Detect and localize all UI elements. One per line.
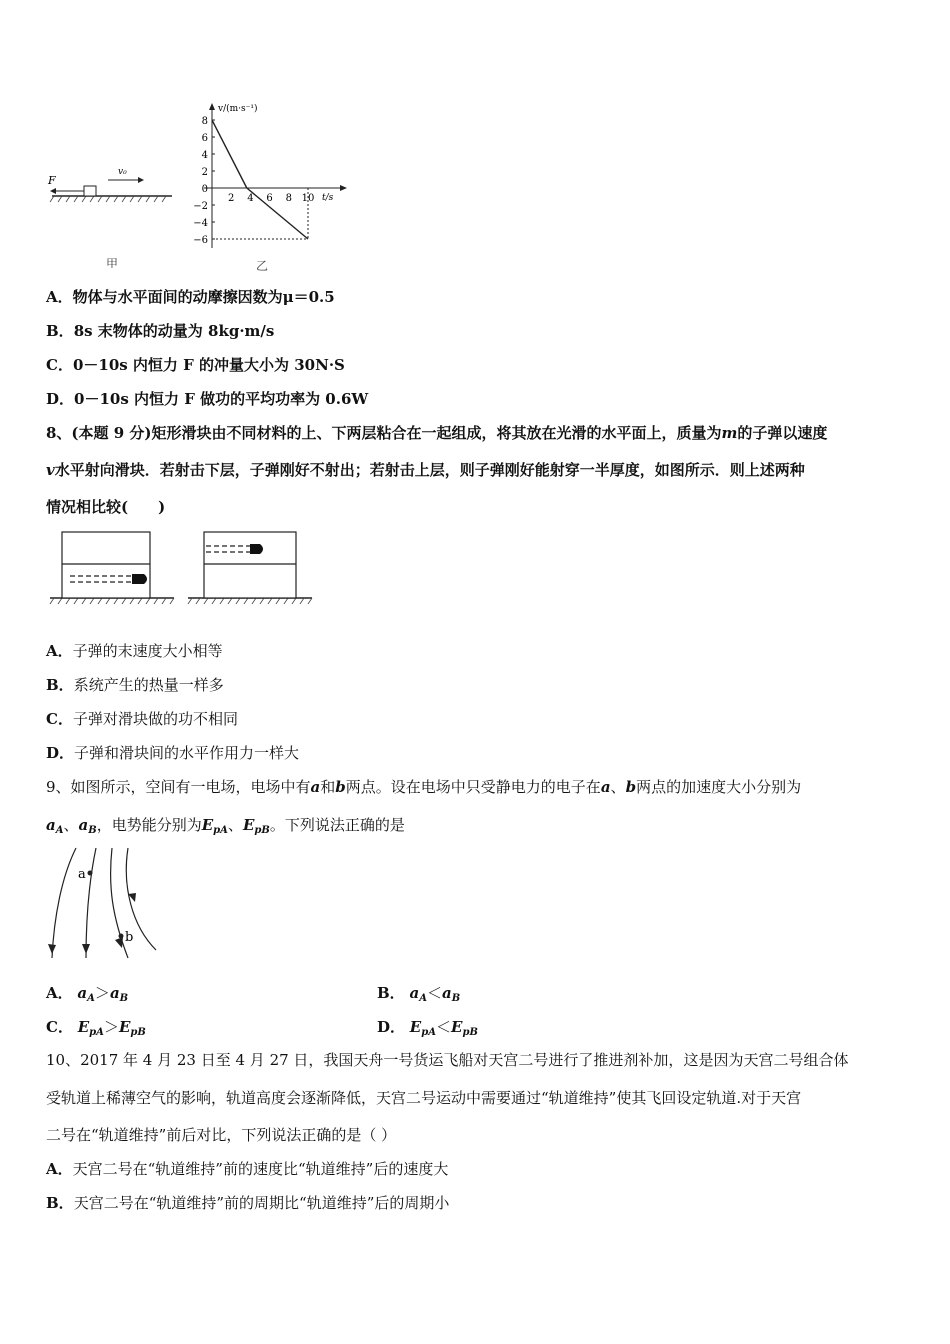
option-label: A．: [46, 288, 73, 306]
q8-stem-line1: 8、(本题 9 分)矩形滑块由不同材料的上、下两层粘合在一起组成，将其放在光滑的水平面上，质量为m的子弹以速度: [46, 424, 828, 442]
q9-option-a: A． $a_A>a_B$: [46, 984, 129, 1004]
y-tick-label: −6: [193, 235, 208, 246]
y-tick-label: 6: [201, 133, 208, 144]
option-text: 0－10s 内恒力 F 的冲量大小为 30N·S: [72, 356, 345, 374]
segment-reverse: [247, 188, 308, 239]
y-tick-label: 4: [201, 150, 208, 161]
q7-option-a: [46, 287, 335, 307]
y-tick-label: 2: [201, 167, 208, 178]
q8-option-d: D．子弹和滑块间的水平作用力一样大: [46, 744, 300, 762]
q7-option-c: [46, 355, 345, 375]
q7-option-b: [46, 321, 274, 341]
y-tick-label: −4: [193, 218, 208, 229]
figure-jia: [44, 158, 174, 268]
option-text: 物体与水平面间的动摩擦因数为μ＝0.5: [72, 288, 335, 306]
option-label: C．: [46, 356, 73, 374]
q10-stem-line1: 10、2017 年 4 月 23 日至 4 月 27 日，我国天舟一号货运飞船对天宫二号进行了推进剂补加，这是因为天宫二号组合体: [46, 1051, 849, 1069]
x-tick-label: 6: [266, 193, 273, 204]
q8-stem-line2: v水平射向滑块．若射击下层，子弹刚好不射出；若射击上层，则子弹刚好能射穿一半厚度，如图所示．则上述两种: [46, 461, 805, 479]
q9-stem-line2: $a_A$、$a_B$，电势能分别为$E_{pA}$、$E_{pB}$。下列说法正确的是: [46, 816, 405, 836]
option-label: B．: [46, 322, 74, 340]
q8-option-a: A．子弹的末速度大小相等: [46, 642, 223, 660]
q9-option-c: C． $E_{pA}>E_{pB}$: [46, 1018, 146, 1038]
q7-option-d: [46, 389, 368, 409]
q9-option-d: D． $E_{pA}<E_{pB}$: [377, 1018, 478, 1038]
x-tick-label: 2: [228, 193, 235, 204]
x-tick-label: 10: [301, 193, 315, 204]
figure-field-lines: [44, 846, 164, 962]
q8-option-b: B．系统产生的热量一样多: [46, 676, 224, 694]
q8-option-c: C．子弹对滑块做的功不相同: [46, 710, 238, 728]
axis-x-label: t/s: [322, 193, 334, 203]
v0-label: v₀: [118, 167, 127, 177]
figure-yi-vt-graph: [192, 100, 352, 276]
q10-stem-line3: 二号在“轨道维持”前后对比，下列说法正确的是（ ）: [46, 1126, 397, 1144]
segment-decel: [212, 120, 247, 188]
force-label: F: [48, 174, 56, 187]
y-tick-label: −2: [193, 201, 208, 212]
point-a-label: a: [78, 867, 86, 882]
option-text: 0－10s 内恒力 F 做功的平均功率为 0.6W: [74, 390, 369, 408]
axis-y-label: v/(m·s⁻¹): [218, 104, 258, 114]
q10-option-b: B．天宫二号在“轨道维持”前的周期比“轨道维持”后的周期小: [46, 1194, 450, 1212]
x-tick-label: 4: [247, 193, 254, 204]
caption-jia: 甲: [106, 257, 119, 268]
q10-stem-line2: 受轨道上稀薄空气的影响，轨道高度会逐渐降低，天宫二号运动中需要通过“轨道维持”使其飞回设定轨道.对于天宫: [46, 1089, 802, 1107]
option-text: 8s 末物体的动量为 8kg·m/s: [73, 322, 275, 340]
q10-option-a: A．天宫二号在“轨道维持”前的速度比“轨道维持”后的速度大: [46, 1160, 449, 1178]
y-tick-label: 0: [201, 184, 208, 195]
figure-bullet-blocks: [46, 528, 316, 606]
y-tick-label: 8: [201, 116, 208, 127]
option-label: D．: [46, 390, 75, 408]
q8-stem-line3: 情况相比较( ): [46, 498, 166, 516]
point-b-label: b: [125, 930, 134, 945]
q9-stem-line1: 9、如图所示，空间有一电场，电场中有a和b两点。设在电场中只受静电力的电子在a、b两点的加速度大小分别为: [46, 778, 802, 796]
q9-option-b: B． $a_A<a_B$: [377, 984, 461, 1004]
caption-yi: 乙: [256, 259, 269, 273]
x-tick-label: 8: [285, 193, 292, 204]
